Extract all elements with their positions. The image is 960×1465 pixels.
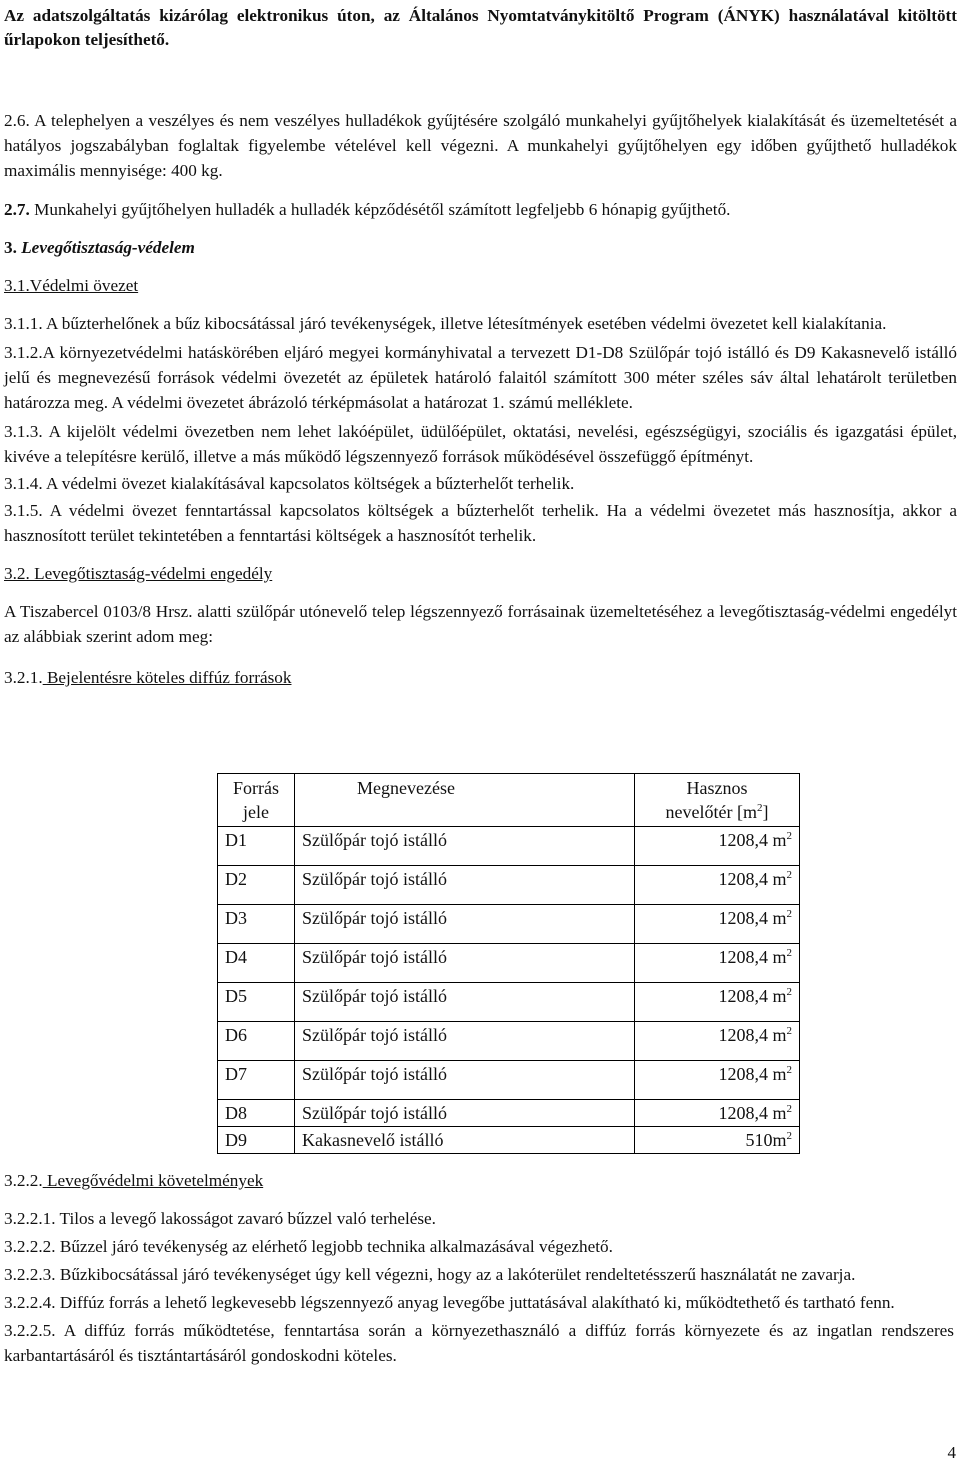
table-row <box>218 1100 800 1127</box>
section-3-2-1-title <box>43 668 292 687</box>
paragraph-2-6 <box>4 108 957 183</box>
cell-source-id <box>218 905 295 944</box>
cell-area-sup: 2 <box>786 869 792 881</box>
section-3-heading <box>4 235 957 260</box>
cell-source-id <box>218 1061 295 1100</box>
cell-name <box>295 827 635 866</box>
cell-name-text: Szülőpár tojó istálló <box>302 947 447 967</box>
cell-area-sup: 2 <box>786 986 792 998</box>
section-3-1-heading: 3.1.Védelmi övezet <box>4 276 139 295</box>
header-area-sup: 2 <box>756 802 763 814</box>
cell-area <box>635 1100 800 1127</box>
cell-name <box>295 944 635 983</box>
section-3-title: Levegőtisztaság-védelem <box>21 238 195 257</box>
paragraph-2-6-limit: A munkahelyi gyűjtőhelyen egy időben gyűjthető hulladékok maximális mennyisége: 400 kg. <box>4 136 957 180</box>
cell-area-sup: 2 <box>786 1025 792 1037</box>
cell-name-text: Szülőpár tojó istálló <box>302 986 447 1006</box>
section-3-2-1-title-text: Bejelentésre köteles diffúz források <box>46 668 292 687</box>
table-row <box>218 866 800 905</box>
cell-name-text: Kakasnevelő istálló <box>302 1130 444 1150</box>
cell-name-text: Szülőpár tojó istálló <box>302 1025 447 1045</box>
header-name-text: Megnevezése <box>357 778 455 798</box>
section-3-2-1-number: 3.2.1. <box>4 668 43 687</box>
cell-area <box>635 1061 800 1100</box>
cell-area <box>635 905 800 944</box>
table-row <box>218 1127 800 1154</box>
table-body <box>218 827 800 1154</box>
table-row <box>218 983 800 1022</box>
paragraph-2-6-text: 2.6. A telephelyen a veszélyes és nem veszélyes hulladékok gyűjtésére szolgáló munkahelyi gyűjtőhelyek kialakítását és üzemeltetését a hatályos jogszabályban foglaltak figyelembe vételével kell végezni. <box>4 111 957 155</box>
table-header-row <box>218 774 800 827</box>
paragraph-2-7-text: Munkahelyi gyűjtőhelyen hulladék a hulladék képződésétől számított legfeljebb 6 hónapig gyűjthető. <box>34 200 731 219</box>
cell-source-id-text: D7 <box>225 1064 247 1084</box>
cell-source-id <box>218 944 295 983</box>
cell-area <box>635 827 800 866</box>
header-source-id-line1: Forrás <box>233 778 279 798</box>
paragraph-3-2-2-3: 3.2.2.3. Bűzkibocsátással járó tevékenységet úgy kell végezni, hogy az a lakóterület rendeltetésszerű használatát ne zavarja. <box>4 1265 856 1284</box>
section-3-2-2-title <box>43 1171 264 1190</box>
cell-area-value: 1208,4 m <box>718 947 787 967</box>
lower-section <box>4 1168 954 1368</box>
cell-source-id <box>218 1127 295 1154</box>
table-row <box>218 944 800 983</box>
cell-area-sup: 2 <box>786 1064 792 1076</box>
table-row <box>218 1022 800 1061</box>
cell-area-sup: 2 <box>786 830 792 842</box>
cell-area <box>635 866 800 905</box>
cell-area-value: 510m <box>745 1130 787 1150</box>
cell-source-id-text: D9 <box>225 1130 247 1150</box>
paragraph-3-1-4: 3.1.4. A védelmi övezet kialakításával kapcsolatos költségek a bűzterhelőt terhelik. <box>4 474 575 493</box>
cell-area <box>635 983 800 1022</box>
header-area-close: ] <box>762 802 769 822</box>
header-area-line2: nevelőtér [m <box>665 802 757 822</box>
section-3-2-2-number: 3.2.2. <box>4 1171 43 1190</box>
cell-source-id <box>218 866 295 905</box>
cell-source-id <box>218 983 295 1022</box>
cell-name <box>295 1022 635 1061</box>
section-3-2-heading: 3.2. Levegőtisztaság-védelmi engedély <box>4 564 273 583</box>
cell-name <box>295 983 635 1022</box>
table-row <box>218 905 800 944</box>
cell-area-value: 1208,4 m <box>718 1025 787 1045</box>
section-3-2-2-title-text: Levegővédelmi követelmények <box>46 1171 264 1190</box>
paragraph-2-7 <box>4 197 957 222</box>
paragraph-3-1-2: 3.1.2.A környezetvédelmi hatáskörében eljáró megyei kormányhivatal a tervezett D1-D8 Szülőpár tojó istálló és D9 Kakasnevelő istálló jelű és megnevezésű források védelmi övezetét az épületek határoló falaitól számított 300 méter széles sáv által lehatárolt területben határozza meg. A védelmi övezetet ábrázoló térképmásolat a határozat 1. számú melléklete. <box>4 343 957 412</box>
cell-source-id-text: D8 <box>225 1103 247 1123</box>
cell-source-id <box>218 827 295 866</box>
cell-name-text: Szülőpár tojó istálló <box>302 908 447 928</box>
cell-source-id-text: D5 <box>225 986 247 1006</box>
cell-source-id-text: D2 <box>225 869 247 889</box>
cell-name <box>295 1100 635 1127</box>
cell-area-sup: 2 <box>786 1130 792 1142</box>
section-3-number: 3. <box>4 238 17 257</box>
cell-source-id-text: D6 <box>225 1025 247 1045</box>
section-3-2-1-heading <box>4 665 957 690</box>
cell-area-value: 1208,4 m <box>718 869 787 889</box>
cell-source-id-text: D4 <box>225 947 247 967</box>
cell-area <box>635 1127 800 1154</box>
cell-source-id-text: D1 <box>225 830 247 850</box>
diffuse-sources-table <box>217 773 800 1154</box>
intro-paragraph: Az adatszolgáltatás kizárólag elektronikus úton, az Általános Nyomtatványkitöltő Program (ÁNYK) használatával kitöltött űrlapokon teljesíthető. <box>4 6 957 49</box>
cell-area <box>635 944 800 983</box>
cell-source-id <box>218 1022 295 1061</box>
cell-area-value: 1208,4 m <box>718 908 787 928</box>
cell-area-value: 1208,4 m <box>718 1064 787 1084</box>
cell-name-text: Szülőpár tojó istálló <box>302 869 447 889</box>
cell-area-sup: 2 <box>786 1103 792 1115</box>
header-name <box>295 774 635 827</box>
page-number: 4 <box>947 1443 956 1462</box>
table-row <box>218 827 800 866</box>
header-source-id <box>218 774 295 827</box>
section-3-2-2-heading <box>4 1168 954 1193</box>
cell-area-sup: 2 <box>786 947 792 959</box>
paragraph-2-7-number: 2.7. <box>4 200 30 219</box>
cell-area-value: 1208,4 m <box>718 986 787 1006</box>
cell-source-id-text: D3 <box>225 908 247 928</box>
paragraph-3-1-3: 3.1.3. A kijelölt védelmi övezetben nem lehet lakóépület, üdülőépület, oktatási, nevelési, egészségügyi, szociális és igazgatási épület, kivéve a telepítésre kerülő, illetve a más működő légszennyező források működésével összefüggő építményt. <box>4 422 957 466</box>
paragraph-3-1-1: 3.1.1. A bűzterhelőnek a bűz kibocsátással járó tevékenységek, illetve létesítmények esetében védelmi övezetet kell kialakítania. <box>4 314 887 333</box>
paragraph-3-2-2-5: 3.2.2.5. A diffúz forrás működtetése, fenntartása során a környezethasználó a diffúz forrás környezete és az ingatlan rendszeres karbantartásáról és tisztántartásáról gondoskodni köteles. <box>4 1321 954 1365</box>
header-area <box>635 774 800 827</box>
table-row <box>218 1061 800 1100</box>
cell-area <box>635 1022 800 1061</box>
cell-area-sup: 2 <box>786 908 792 920</box>
header-source-id-line2: jele <box>243 802 269 822</box>
cell-area-value: 1208,4 m <box>718 830 787 850</box>
cell-name <box>295 1061 635 1100</box>
cell-source-id <box>218 1100 295 1127</box>
paragraph-3-2-2-2: 3.2.2.2. Bűzzel járó tevékenység az elérhető legjobb technika alkalmazásával végezhető. <box>4 1237 613 1256</box>
cell-name <box>295 866 635 905</box>
cell-name-text: Szülőpár tojó istálló <box>302 830 447 850</box>
paragraph-3-1-5: 3.1.5. A védelmi övezet fenntartással kapcsolatos költségek a bűzterhelőt terhelik. Ha a védelmi övezetet más hasznosítja, akkor a hasznosított terület tekintetében a fenntartási költségek a hasznosítót terhelik. <box>4 501 957 545</box>
paragraph-3-2: A Tiszabercel 0103/8 Hrsz. alatti szülőpár utónevelő telep légszennyező forrásainak üzemeltetéséhez a levegőtisztaság-védelmi engedélyt az alábbiak szerint adom meg: <box>4 602 957 646</box>
header-area-line1: Hasznos <box>686 778 748 798</box>
document-page <box>4 0 957 690</box>
cell-name <box>295 1127 635 1154</box>
cell-area-value: 1208,4 m <box>718 1103 787 1123</box>
cell-name-text: Szülőpár tojó istálló <box>302 1103 447 1123</box>
cell-name <box>295 905 635 944</box>
paragraph-3-2-2-1: 3.2.2.1. Tilos a levegő lakosságot zavaró bűzzel való terhelése. <box>4 1209 436 1228</box>
paragraph-3-2-2-4: 3.2.2.4. Diffúz forrás a lehető legkevesebb légszennyező anyag levegőbe juttatásával alakítható ki, működtethető és tartható fenn. <box>4 1293 895 1312</box>
cell-name-text: Szülőpár tojó istálló <box>302 1064 447 1084</box>
